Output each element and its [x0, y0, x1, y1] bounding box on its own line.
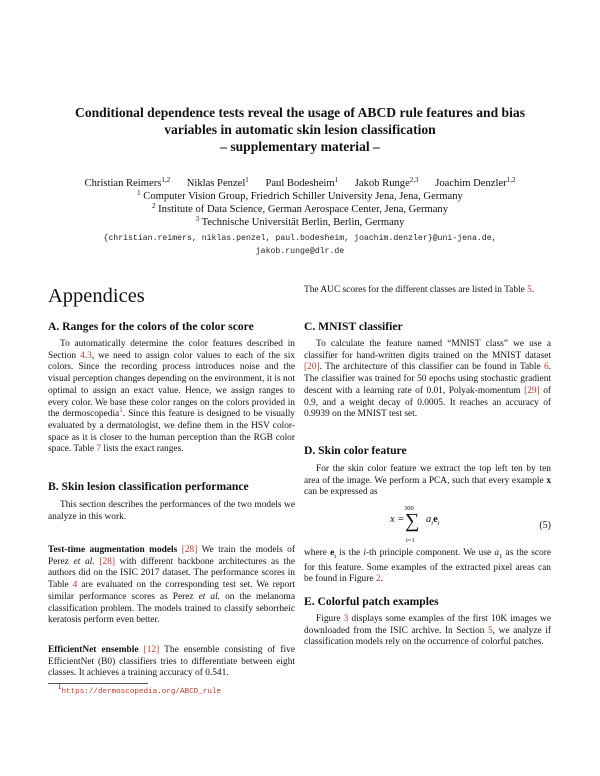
section-a-paragraph: To automatically determine the color features described in Section 4.3, we need to assign color values to each of the six colors. Since the recording process introduces noise and the visual perception changes depending on the environment, it is not optimal to assign an exact value. Hence, we assign ranges to every color. We base these color ranges on the colors provided in the dermoscopedia$^1$. Since this feature is designed to be visually evaluated by a dermatologist, we define them in the HSV color-space as it is closer to the human perception than the RGB color space. Table 7 lists the exact ranges.	[48, 339, 295, 455]
table-link[interactable]: 6	[543, 362, 549, 373]
efficientnet-paragraph: EfficientNet ensemble [12] The ensemble consisting of five EfficientNet (B0) classifiers tries to differentiate between eight classes. It achieves a training accuracy of 0.541.	[48, 645, 295, 679]
footnote-url[interactable]: https://dermoscopedia.org/ABCD_rule	[61, 688, 221, 696]
footnote-link[interactable]: 1	[119, 406, 123, 415]
author-emails	[40, 232, 560, 258]
footnote: $^1$https://dermoscopedia.org/ABCD_rule	[58, 683, 221, 696]
section-d-heading: D. Skin color feature	[304, 444, 407, 457]
paper-title	[40, 104, 560, 155]
footnote-rule	[48, 683, 148, 684]
citation-link[interactable]: [28]	[181, 545, 198, 555]
section-c-heading: C. MNIST classifier	[304, 320, 403, 333]
title-line: Conditional dependence tests reveal the usage of ABCD rule features and bias	[75, 105, 525, 120]
author-list	[30, 177, 570, 190]
email-line: jakob.runge@dlr.de	[255, 247, 345, 256]
section-b-heading: B. Skin lesion classification performance	[48, 480, 249, 493]
section-c-paragraph: To calculate the feature named “MNIST class” we use a classifier for hand-written digits trained on the MNIST dataset [20]. The architecture of this classifier can be found in Table 6. The classifier was trained for 50 epochs using stochastic gradient descent with a learning rate of 0.01, Polyak-momentum [29] of 0.9, and a weight decay of 0.0005. It reaches an accuracy of 0.9939 on the MNIST test set.	[304, 339, 552, 420]
citation-link[interactable]: [12]	[143, 645, 160, 655]
author: Joachim Denzler$^{1,2}$	[435, 176, 516, 189]
section-link[interactable]: 5	[487, 625, 493, 636]
title-line: variables in automatic skin lesion classification	[164, 122, 436, 137]
section-e-heading: E. Colorful patch examples	[304, 595, 439, 608]
equation-5: x = 300 ∑ i=1 $a_ie_i$ (5)	[390, 505, 551, 544]
table-link[interactable]: 5	[527, 285, 532, 295]
affiliation: $^2$ Institute of Data Science, German Aerospace Center, Jena, Germany	[151, 202, 449, 215]
author: Niklas Penzel$^1$	[186, 176, 249, 189]
author: Paul Bodesheim$^1$	[265, 176, 339, 189]
author: Christian Reimers$^{1,2}$	[84, 176, 171, 189]
figure-link[interactable]: 2	[375, 574, 381, 585]
section-d-paragraph-1: For the skin color feature we extract the top left ten by ten area of the image. We perform a PCA, such that every example x can be expressed as	[304, 464, 551, 498]
section-b-intro: This section describes the performances of the two models we analyze in this work.	[48, 500, 295, 522]
section-a-heading: A. Ranges for the colors of the color score	[48, 320, 254, 333]
appendices-heading: Appendices	[48, 285, 145, 307]
title-line: – supplementary material –	[220, 139, 380, 154]
section-b-continued: The AUC scores for the different classes are listed in Table 5.	[304, 285, 535, 295]
citation-link[interactable]: [28]	[99, 556, 115, 567]
tta-models-paragraph: Test-time augmentation models [28] We train the models of Perez et al. [28] with different backbone architectures as the authors did on the ISIC 2017 dataset. The performance scores in Table 4 are evaluated on the corresponding test set. We report similar performance scores as Perez et al. on the melanoma classification problem. The models trained to classify seborrheic keratosis perform even better.	[48, 545, 296, 626]
citation-link[interactable]: [29]	[524, 385, 540, 396]
table-link[interactable]: 4	[72, 580, 78, 591]
section-link[interactable]: 4.3	[80, 350, 92, 361]
table-link[interactable]: 7	[96, 444, 102, 455]
citation-link[interactable]: [20]	[304, 362, 320, 373]
section-d-paragraph-2: where $e_i$ is the i-th principle component. We use $a_1$ as the score for this feature. Some examples of the extracted pixel areas can be found in Figure 2.	[304, 548, 551, 585]
section-e-paragraph: Figure 3 displays some examples of the first 10K images we downloaded from the ISIC archive. In Section 5, we analyze if classification models rely on the occurrence of colorful patches.	[304, 614, 551, 648]
author: Jakob Runge$^{2,3}$	[354, 176, 419, 189]
affiliation: $^3$ Technische Universität Berlin, Berlin, Germany	[195, 215, 405, 228]
email-line: {christian.reimers, niklas.penzel, paul.bodesheim, joachim.denzler}@uni-jena.de,	[103, 234, 497, 243]
equation-number: (5)	[539, 520, 551, 531]
figure-link[interactable]: 3	[343, 614, 349, 624]
affiliation: $^1$ Computer Vision Group, Friedrich Schiller University Jena, Jena, Germany	[137, 189, 463, 202]
